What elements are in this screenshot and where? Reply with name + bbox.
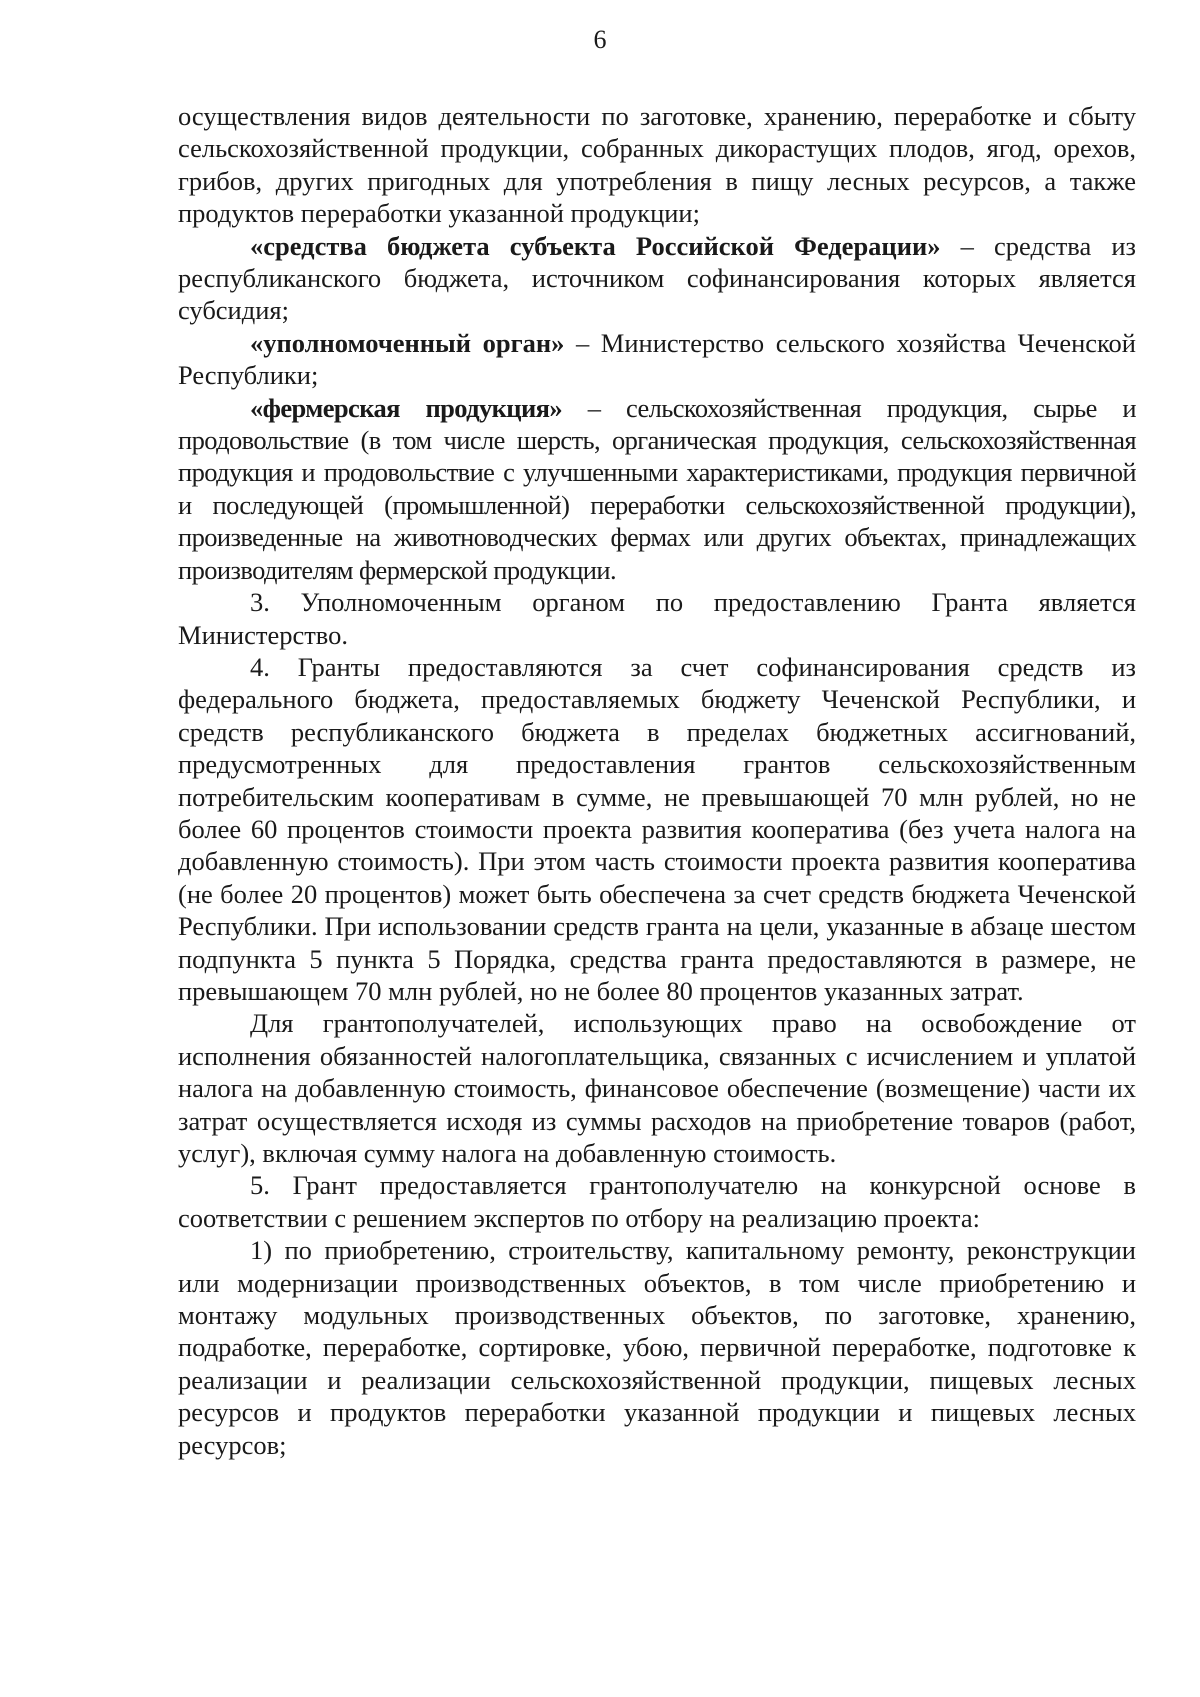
paragraph-definition-farm-products <box>178 392 1136 586</box>
defined-term: «средства бюджета субъекта Российской Федерации» <box>250 230 941 261</box>
defined-term: «фермерская продукция» <box>250 392 563 423</box>
paragraph-item-3: 3. Уполномоченным органом по предоставлению Гранта является Министерство. <box>178 587 1136 650</box>
paragraph-item-5: 5. Грант предоставляется грантополучателю на конкурсной основе в соответствии с решением экспертов по отбору на реализацию проекта: <box>178 1170 1136 1233</box>
paragraph-vat-exemption: Для грантополучателей, использующих право на освобождение от исполнения обязанностей налогоплательщика, связанных с исчислением и уплатой налога на добавленную стоимость, финансовое обеспечение (возмещение) части их затрат осуществляется исходя из суммы расходов на приобретение товаров (работ, услуг), включая сумму налога на добавленную стоимость. <box>178 1008 1136 1168</box>
defined-term: «уполномоченный орган» <box>250 327 565 358</box>
paragraph-definition-budget-funds <box>178 230 1136 327</box>
paragraph-subitem-1: 1) по приобретению, строительству, капитальному ремонту, реконструкции или модернизации производственных объектов, в том числе приобретению и монтажу модульных производственных объектов, по заготовке, хранению, подработке, переработке, сортировке, убою, первичной переработке, подготовке к реализации и реализации сельскохозяйственной продукции, пищевых лесных ресурсов и продуктов переработки указанной продукции и пищевых лесных ресурсов; <box>178 1235 1136 1460</box>
paragraph-item-4: 4. Гранты предоставляются за счет софинансирования средств из федерального бюджета, предоставляемых бюджету Чеченской Республики, и средств республиканского бюджета в пределах бюджетных ассигнований, предусмотренных для предоставления грантов сельскохозяйственным потребительским кооперативам в сумме, не превышающей 70 млн рублей, но не более 60 процентов стоимости проекта развития кооператива (без учета налога на добавленную стоимость). При этом часть стоимости проекта развития кооператива (не более 20 процентов) может быть обеспечена за счет средств бюджета Чеченской Республики. При использовании средств гранта на цели, указанные в абзаце шестом подпункта 5 пункта 5 Порядка, средства гранта предоставляются в размере, не превышающем 70 млн рублей, но не более 80 процентов указанных затрат. <box>178 651 1136 1006</box>
document-body <box>178 100 1136 1461</box>
definition-text: – средства из республиканского бюджета, источником софинансирования которых является субсидия; <box>178 230 1137 326</box>
page-number: 6 <box>593 25 607 54</box>
definition-text: – сельскохозяйственная продукция, сырье и продовольствие (в том числе шерсть, органическая продукция, сельскохозяйственная продукция и продовольствие с улучшенными характеристиками, продукция первичной и последующей (промышленной) переработки сельскохозяйственной продукции), произведенные на животноводческих фермах или других объектах, принадлежащих производителям фермерской продукции. <box>178 392 1137 585</box>
paragraph-definition-authorized-body <box>178 327 1136 392</box>
paragraph-definition-continuation: осуществления видов деятельности по заготовке, хранению, переработке и сбыту сельскохозяйственной продукции, собранных дикорастущих плодов, ягод, орехов, грибов, других пригодных для употребления в пищу лесных ресурсов, а также продуктов переработки указанной продукции; <box>178 101 1136 229</box>
definition-text: – Министерство сельского хозяйства Чеченской Республики; <box>178 327 1136 391</box>
